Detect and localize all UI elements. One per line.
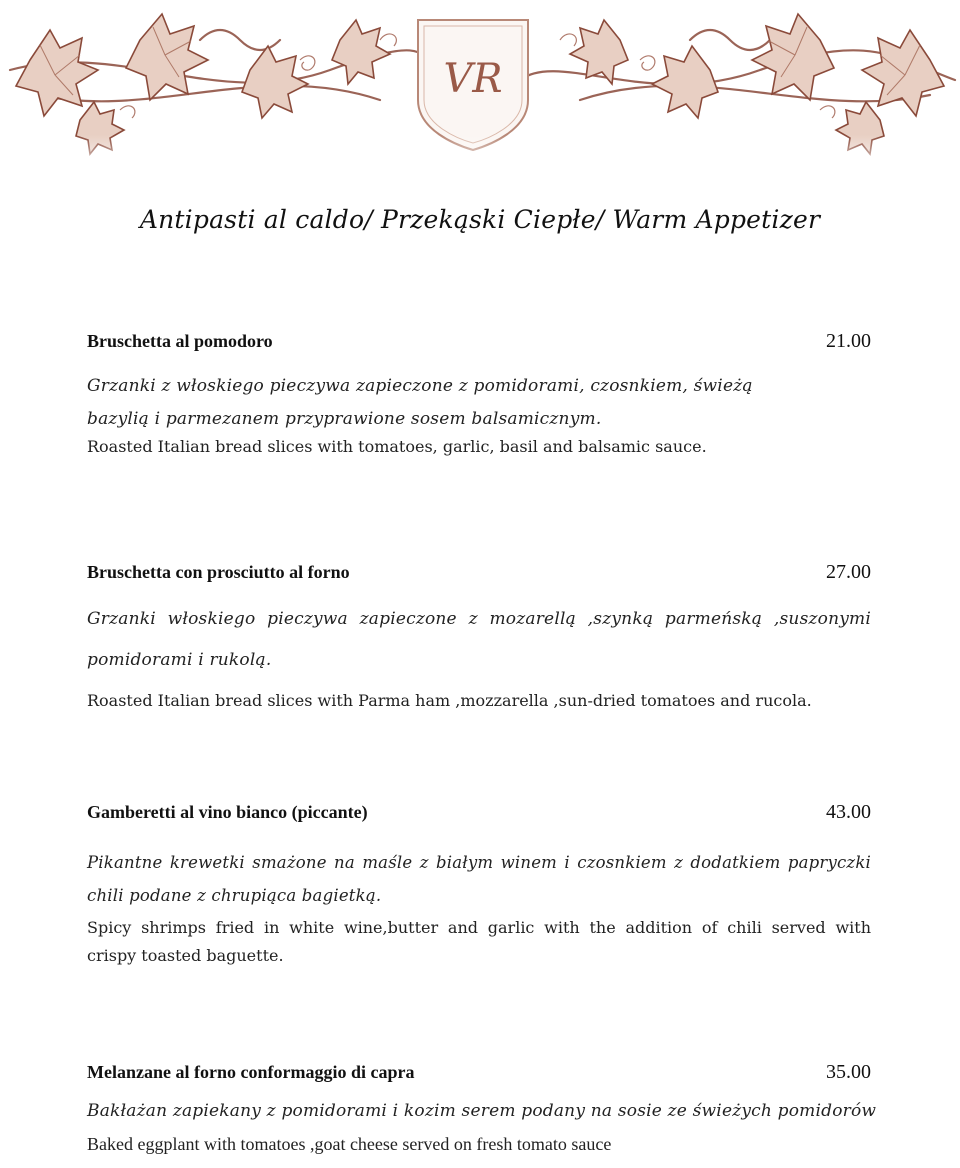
menu-item-melanzane [87,1061,877,1158]
description-line: Spicy shrimps fried in white wine,butter and garlic with the addition of chili served with [87,918,871,937]
description-line: Grzanki włoskiego pieczywa zapieczone z mozarellą ,szynką parmeńską ,suszonymi [87,609,871,629]
description-line: bazylią i parmezanem przyprawione sosem balsamicznym. [87,409,602,429]
dish-description-pl [87,846,871,912]
crest-logo-text: VR [443,56,503,102]
dish-description-en: Roasted Italian bread slices with Parma ham ,mozzarella ,sun-dried tomatoes and rucola. [87,691,812,710]
menu-item-bruschetta-pomodoro [87,331,871,461]
menu-item-gamberetti [87,802,871,970]
dish-description-en: Roasted Italian bread slices with tomatoes, garlic, basil and balsamic sauce. [87,437,707,456]
dish-price: 43.00 [826,801,871,823]
header-ornament [0,0,960,175]
description-line: Pikantne krewetki smażone na maśle z białym winem i czosnkiem z dodatkiem papryczki [87,853,871,872]
dish-name: Bruschetta al pomodoro [87,331,273,351]
menu-item-bruschetta-prosciutto [87,562,871,715]
description-line: crispy toasted baguette. [87,946,284,965]
dish-description-pl: Bakłażan zapiekany z pomidorami i kozim serem podany na sosie ze świeżych pomidorów [87,1101,877,1121]
description-line: chili podane z chrupiąca bagietką. [87,886,382,905]
dish-description-en: Baked eggplant with tomatoes ,goat cheese served on fresh tomato sauce [87,1134,612,1154]
dish-price: 21.00 [826,330,871,352]
dish-description-pl [87,370,871,436]
dish-name: Bruschetta con prosciutto al forno [87,562,350,582]
dish-description-pl [87,599,871,681]
dish-description-en [87,914,871,970]
dish-price: 35.00 [826,1061,871,1083]
description-line: Grzanki z włoskiego pieczywa zapieczone z pomidorami, czosnkiem, świeżą [87,376,753,396]
dish-price: 27.00 [826,561,871,583]
description-line: pomidorami i rukolą. [87,650,272,670]
section-title: Antipasti al caldo/ Przekąski Ciepłe/ Warm Appetizer [139,205,821,234]
dish-name: Melanzane al forno conformaggio di capra [87,1062,415,1082]
dish-name: Gamberetti al vino bianco (piccante) [87,802,368,822]
grape-vine-ornament [0,0,960,175]
